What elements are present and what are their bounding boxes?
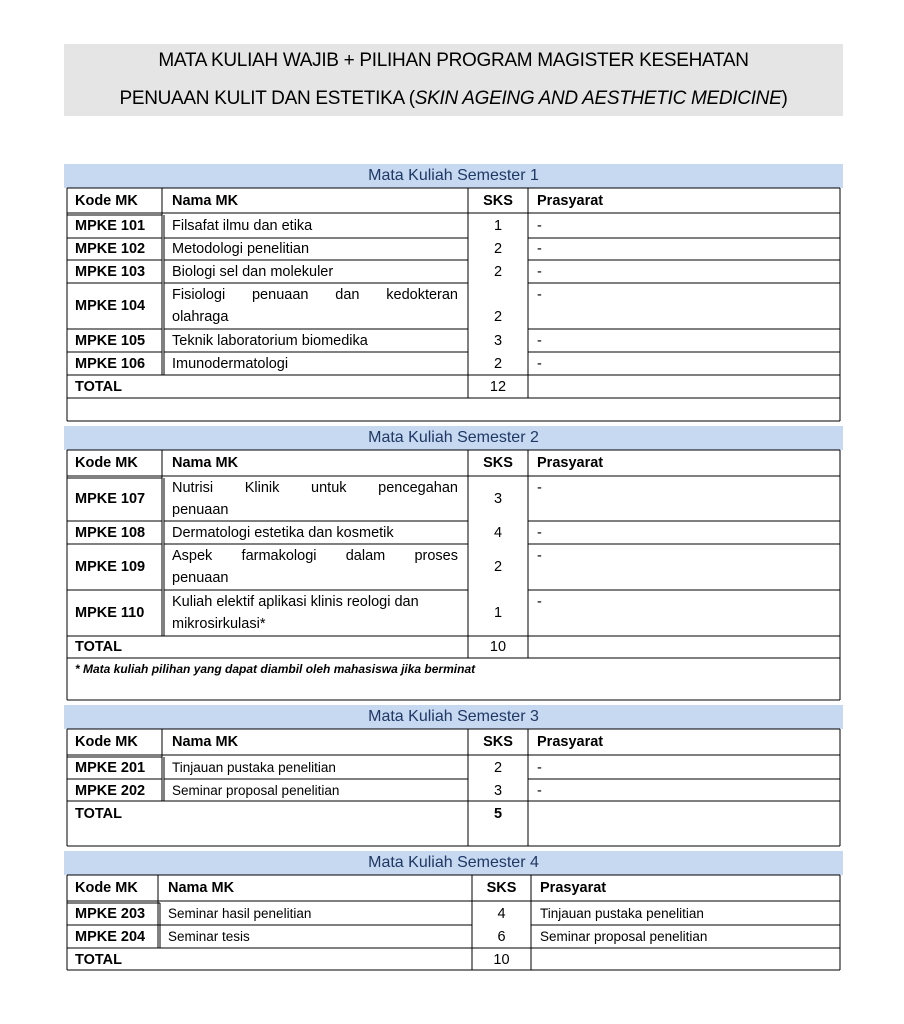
total-label: TOTAL (75, 379, 122, 395)
table-row-prasyarat: - (537, 356, 542, 372)
table-row-kode: MPKE 203 (75, 906, 146, 922)
header-sks: SKS (483, 455, 513, 471)
table-row-sks: 2 (493, 356, 503, 372)
document-title-box (64, 44, 843, 116)
table-row-nama: Seminar tesis (168, 929, 250, 944)
table-row-sks: 3 (493, 333, 503, 349)
table-row-kode: MPKE 106 (75, 356, 146, 372)
table-row-nama: Dermatologi estetika dan kosmetik (172, 525, 394, 541)
table-row-prasyarat: - (537, 264, 542, 280)
table-row-kode: MPKE 103 (75, 264, 146, 280)
semester-1-title: Mata Kuliah Semester 1 (64, 164, 843, 188)
table-row-prasyarat: - (537, 287, 542, 303)
table-row-kode: MPKE 101 (75, 218, 146, 234)
table-row-nama: Seminar hasil penelitian (168, 906, 312, 921)
header-nama: Nama MK (172, 455, 239, 471)
table-row-nama: Tinjauan pustaka penelitian (172, 760, 336, 775)
document-title-line-1: MATA KULIAH WAJIB + PILIHAN PROGRAM MAGISTER KESEHATAN (158, 50, 749, 71)
table-row-kode: MPKE 107 (75, 491, 146, 507)
table-row-prasyarat: - (537, 241, 542, 257)
total-sks: 10 (489, 639, 507, 655)
table-row-sks: 2 (493, 760, 503, 776)
header-kode: Kode MK (75, 193, 138, 209)
header-prasyarat: Prasyarat (537, 455, 604, 471)
table-row-prasyarat: - (537, 783, 542, 799)
header-sks: SKS (486, 880, 517, 896)
table-row-nama: Imunodermatologi (172, 356, 289, 372)
table-row-prasyarat: - (537, 760, 542, 776)
table-row-nama-line-2: penuaan (172, 570, 229, 586)
total-sks: 12 (489, 379, 507, 395)
semester-3-title: Mata Kuliah Semester 3 (64, 705, 843, 729)
total-label: TOTAL (75, 639, 122, 655)
table-row-sks: 6 (497, 929, 506, 945)
header-kode: Kode MK (75, 455, 138, 471)
header-nama: Nama MK (172, 193, 239, 209)
title-line-2-italic: SKIN AGEING AND AESTHETIC MEDICINE (414, 88, 782, 109)
header-nama: Nama MK (172, 734, 239, 750)
table-row-sks: 3 (493, 491, 503, 507)
header-prasyarat: Prasyarat (540, 880, 607, 896)
table-row-sks: 1 (493, 218, 503, 234)
table-row-nama: Fisiologi penuaan dan kedokteran (172, 287, 458, 303)
semester-4-title: Mata Kuliah Semester 4 (64, 851, 843, 875)
table-row-sks: 2 (493, 559, 503, 575)
header-kode: Kode MK (75, 734, 138, 750)
table-row-nama: Biologi sel dan molekuler (172, 264, 334, 280)
table-row-prasyarat: Tinjauan pustaka penelitian (540, 906, 704, 921)
table-row-nama: Metodologi penelitian (172, 241, 310, 257)
table-row-sks: 4 (497, 906, 506, 922)
header-prasyarat: Prasyarat (537, 734, 604, 750)
table-row-sks: 3 (493, 783, 503, 799)
table-row-prasyarat: - (537, 480, 542, 496)
header-kode: Kode MK (75, 880, 138, 896)
header-nama: Nama MK (168, 880, 235, 896)
table-row-kode: MPKE 108 (75, 525, 146, 541)
table-row-nama: Teknik laboratorium biomedika (172, 333, 368, 349)
table-row-prasyarat: - (537, 218, 542, 234)
table-row-prasyarat: Seminar proposal penelitian (540, 929, 708, 944)
table-row-sks: 2 (493, 309, 503, 325)
table-row-nama-line-2: penuaan (172, 502, 229, 518)
table-row-nama-line-2: olahraga (172, 309, 229, 325)
table-row-kode: MPKE 105 (75, 333, 146, 349)
table-row-prasyarat: - (537, 594, 542, 610)
table-row-prasyarat: - (537, 333, 542, 349)
table-row-kode: MPKE 104 (75, 298, 146, 314)
title-line-2-suffix: ) (781, 88, 788, 109)
table-row-kode: MPKE 110 (75, 605, 145, 621)
table-row-nama: Filsafat ilmu dan etika (172, 218, 313, 234)
document-title-line-2 (64, 88, 843, 110)
table-row-nama: Aspek farmakologi dalam proses (172, 548, 458, 564)
table-row-kode: MPKE 204 (75, 929, 146, 945)
table-row-nama-line-2: mikrosirkulasi* (172, 616, 266, 632)
table-row-nama: Kuliah elektif aplikasi klinis reologi dan (172, 594, 419, 610)
header-sks: SKS (483, 734, 513, 750)
table-row-sks: 2 (493, 241, 503, 257)
table-row-nama: Nutrisi Klinik untuk pencegahan (172, 480, 458, 496)
table-row-sks: 1 (493, 605, 503, 621)
total-label: TOTAL (75, 952, 122, 968)
table-row-kode: MPKE 109 (75, 559, 146, 575)
table-row-prasyarat: - (537, 548, 542, 564)
header-sks: SKS (483, 193, 513, 209)
table-row-nama: Seminar proposal penelitian (172, 783, 340, 798)
title-line-2-prefix: PENUAAN KULIT DAN ESTETIKA ( (119, 88, 415, 109)
header-prasyarat: Prasyarat (537, 193, 604, 209)
total-sks: 10 (493, 952, 510, 968)
table-row-prasyarat: - (537, 525, 542, 541)
total-sks: 5 (493, 806, 503, 822)
table-row-sks: 2 (493, 264, 503, 280)
table-row-kode: MPKE 201 (75, 760, 146, 776)
table-row-kode: MPKE 202 (75, 783, 146, 799)
table-row-kode: MPKE 102 (75, 241, 146, 257)
table-row-sks: 4 (493, 525, 503, 541)
semester-2-title: Mata Kuliah Semester 2 (64, 426, 843, 450)
elective-footnote: * Mata kuliah pilihan yang dapat diambil oleh mahasiswa jika berminat (75, 662, 476, 676)
total-label: TOTAL (75, 806, 122, 822)
